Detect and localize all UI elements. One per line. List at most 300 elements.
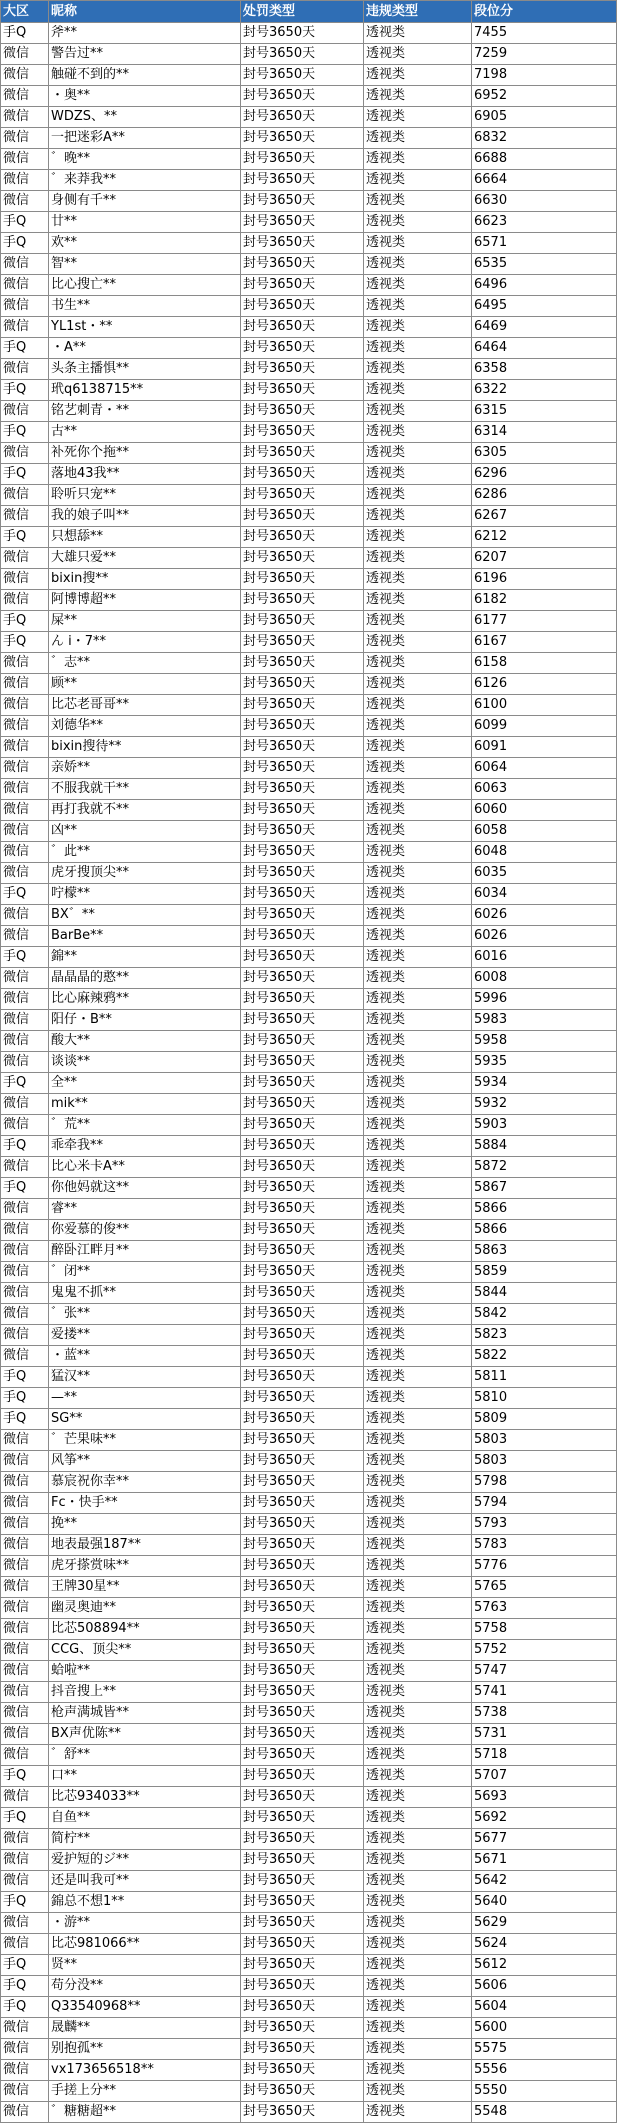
cell-violation-type: 透视类 — [364, 821, 472, 842]
cell-penalty-type: 封号3650天 — [241, 779, 364, 800]
table-row — [1, 1598, 617, 1619]
cell-rank-score: 6664 — [472, 170, 617, 191]
cell-region: 微信 — [1, 1514, 49, 1535]
table-row — [1, 1703, 617, 1724]
cell-penalty-type: 封号3650天 — [241, 1934, 364, 1955]
cell-nickname: WDZS、** — [49, 107, 241, 128]
cell-nickname: 王牌30星** — [49, 1577, 241, 1598]
table-row — [1, 1451, 617, 1472]
cell-violation-type: 透视类 — [364, 1556, 472, 1577]
cell-region: 微信 — [1, 2102, 49, 2123]
table-row — [1, 632, 617, 653]
table-row — [1, 1640, 617, 1661]
cell-rank-score: 5810 — [472, 1388, 617, 1409]
cell-region: 微信 — [1, 254, 49, 275]
cell-penalty-type: 封号3650天 — [241, 1199, 364, 1220]
cell-region: 微信 — [1, 653, 49, 674]
cell-rank-score: 5958 — [472, 1031, 617, 1052]
cell-violation-type: 透视类 — [364, 548, 472, 569]
cell-nickname: —** — [49, 1388, 241, 1409]
cell-violation-type: 透视类 — [364, 989, 472, 1010]
table-row — [1, 443, 617, 464]
cell-rank-score: 5548 — [472, 2102, 617, 2123]
cell-violation-type: 透视类 — [364, 968, 472, 989]
cell-rank-score: 6026 — [472, 926, 617, 947]
cell-region: 微信 — [1, 1304, 49, 1325]
cell-violation-type: 透视类 — [364, 1199, 472, 1220]
cell-region: 微信 — [1, 716, 49, 737]
cell-rank-score: 5867 — [472, 1178, 617, 1199]
cell-penalty-type: 封号3650天 — [241, 380, 364, 401]
cell-region: 微信 — [1, 989, 49, 1010]
cell-penalty-type: 封号3650天 — [241, 1346, 364, 1367]
table-row — [1, 716, 617, 737]
cell-violation-type: 透视类 — [364, 86, 472, 107]
cell-rank-score: 6571 — [472, 233, 617, 254]
cell-penalty-type: 封号3650天 — [241, 1073, 364, 1094]
cell-penalty-type: 封号3650天 — [241, 359, 364, 380]
table-row — [1, 2039, 617, 2060]
table-row — [1, 548, 617, 569]
cell-nickname: ゛芒果味** — [49, 1430, 241, 1451]
table-row — [1, 989, 617, 1010]
cell-nickname: 你爱慕的俊** — [49, 1220, 241, 1241]
table-row — [1, 1241, 617, 1262]
cell-rank-score: 6623 — [472, 212, 617, 233]
cell-violation-type: 透视类 — [364, 191, 472, 212]
table-row — [1, 1073, 617, 1094]
cell-nickname: 贤** — [49, 1955, 241, 1976]
table-row — [1, 1871, 617, 1892]
table-row — [1, 1283, 617, 1304]
cell-region: 微信 — [1, 569, 49, 590]
cell-violation-type: 透视类 — [364, 1892, 472, 1913]
cell-penalty-type: 封号3650天 — [241, 569, 364, 590]
table-row — [1, 653, 617, 674]
cell-violation-type: 透视类 — [364, 128, 472, 149]
table-row — [1, 485, 617, 506]
cell-nickname: 猛汉** — [49, 1367, 241, 1388]
table-row — [1, 1514, 617, 1535]
cell-region: 手Q — [1, 1976, 49, 1997]
cell-rank-score: 6048 — [472, 842, 617, 863]
cell-region: 微信 — [1, 128, 49, 149]
cell-nickname: 书生** — [49, 296, 241, 317]
cell-rank-score: 6207 — [472, 548, 617, 569]
table-row — [1, 1052, 617, 1073]
cell-penalty-type: 封号3650天 — [241, 338, 364, 359]
cell-penalty-type: 封号3650天 — [241, 527, 364, 548]
cell-rank-score: 5752 — [472, 1640, 617, 1661]
cell-violation-type: 透视类 — [364, 1808, 472, 1829]
cell-penalty-type: 封号3650天 — [241, 1031, 364, 1052]
cell-violation-type: 透视类 — [364, 380, 472, 401]
cell-nickname: SG** — [49, 1409, 241, 1430]
cell-rank-score: 5612 — [472, 1955, 617, 1976]
table-row — [1, 1661, 617, 1682]
cell-region: 手Q — [1, 422, 49, 443]
table-row — [1, 1745, 617, 1766]
cell-violation-type: 透视类 — [364, 296, 472, 317]
cell-rank-score: 5803 — [472, 1451, 617, 1472]
cell-rank-score: 5884 — [472, 1136, 617, 1157]
cell-nickname: 全** — [49, 1073, 241, 1094]
cell-penalty-type: 封号3650天 — [241, 107, 364, 128]
cell-rank-score: 5758 — [472, 1619, 617, 1640]
cell-rank-score: 5823 — [472, 1325, 617, 1346]
cell-nickname: 錦总不想1** — [49, 1892, 241, 1913]
cell-nickname: 凶** — [49, 821, 241, 842]
table-row — [1, 1346, 617, 1367]
cell-rank-score: 5844 — [472, 1283, 617, 1304]
cell-penalty-type: 封号3650天 — [241, 947, 364, 968]
cell-region: 手Q — [1, 527, 49, 548]
cell-region: 微信 — [1, 1346, 49, 1367]
cell-nickname: 简柠** — [49, 1829, 241, 1850]
cell-region: 微信 — [1, 1724, 49, 1745]
cell-violation-type: 透视类 — [364, 1640, 472, 1661]
cell-rank-score: 5934 — [472, 1073, 617, 1094]
cell-violation-type: 透视类 — [364, 44, 472, 65]
cell-nickname: 亲娇** — [49, 758, 241, 779]
cell-rank-score: 5863 — [472, 1241, 617, 1262]
table-row — [1, 1367, 617, 1388]
table-row — [1, 1199, 617, 1220]
cell-penalty-type: 封号3650天 — [241, 1367, 364, 1388]
table-row — [1, 1808, 617, 1829]
cell-rank-score: 6267 — [472, 506, 617, 527]
cell-violation-type: 透视类 — [364, 1493, 472, 1514]
cell-rank-score: 6496 — [472, 275, 617, 296]
table-row — [1, 1409, 617, 1430]
table-row — [1, 1724, 617, 1745]
cell-rank-score: 5996 — [472, 989, 617, 1010]
cell-violation-type: 透视类 — [364, 1787, 472, 1808]
cell-region: 手Q — [1, 1892, 49, 1913]
table-row — [1, 1913, 617, 1934]
table-row — [1, 800, 617, 821]
table-row — [1, 1976, 617, 1997]
cell-rank-score: 5765 — [472, 1577, 617, 1598]
cell-region: 微信 — [1, 1913, 49, 1934]
cell-region: 微信 — [1, 737, 49, 758]
cell-region: 微信 — [1, 485, 49, 506]
cell-region: 微信 — [1, 2018, 49, 2039]
table-row — [1, 1997, 617, 2018]
cell-penalty-type: 封号3650天 — [241, 1136, 364, 1157]
cell-rank-score: 6905 — [472, 107, 617, 128]
cell-penalty-type: 封号3650天 — [241, 695, 364, 716]
table-row — [1, 968, 617, 989]
cell-penalty-type: 封号3650天 — [241, 590, 364, 611]
cell-region: 手Q — [1, 947, 49, 968]
table-row — [1, 359, 617, 380]
table-row — [1, 1430, 617, 1451]
cell-nickname: 幽灵奥迪** — [49, 1598, 241, 1619]
cell-rank-score: 5550 — [472, 2081, 617, 2102]
table-row — [1, 1136, 617, 1157]
cell-penalty-type: 封号3650天 — [241, 632, 364, 653]
cell-nickname: 醉卧江畔月** — [49, 1241, 241, 1262]
cell-rank-score: 5903 — [472, 1115, 617, 1136]
cell-penalty-type: 封号3650天 — [241, 1577, 364, 1598]
cell-nickname: 比芯934033** — [49, 1787, 241, 1808]
table-row — [1, 884, 617, 905]
cell-nickname: 酸大** — [49, 1031, 241, 1052]
cell-region: 微信 — [1, 44, 49, 65]
cell-rank-score: 6016 — [472, 947, 617, 968]
cell-nickname: 聆听只宠** — [49, 485, 241, 506]
cell-rank-score: 5866 — [472, 1199, 617, 1220]
cell-rank-score: 5783 — [472, 1535, 617, 1556]
cell-violation-type: 透视类 — [364, 1010, 472, 1031]
table-row — [1, 1682, 617, 1703]
table-row — [1, 842, 617, 863]
cell-region: 微信 — [1, 1535, 49, 1556]
cell-region: 微信 — [1, 1262, 49, 1283]
cell-penalty-type: 封号3650天 — [241, 1220, 364, 1241]
cell-nickname: 比芯508894** — [49, 1619, 241, 1640]
cell-nickname: 补死你个拖** — [49, 443, 241, 464]
cell-rank-score: 5747 — [472, 1661, 617, 1682]
table-row — [1, 107, 617, 128]
cell-penalty-type: 封号3650天 — [241, 1409, 364, 1430]
cell-violation-type: 透视类 — [364, 23, 472, 44]
cell-rank-score: 5822 — [472, 1346, 617, 1367]
cell-rank-score: 5809 — [472, 1409, 617, 1430]
cell-region: 微信 — [1, 842, 49, 863]
cell-region: 手Q — [1, 1409, 49, 1430]
table-row — [1, 674, 617, 695]
cell-rank-score: 5707 — [472, 1766, 617, 1787]
cell-nickname: ゛张** — [49, 1304, 241, 1325]
cell-rank-score: 6314 — [472, 422, 617, 443]
cell-violation-type: 透视类 — [364, 1241, 472, 1262]
cell-penalty-type: 封号3650天 — [241, 2039, 364, 2060]
cell-rank-score: 6196 — [472, 569, 617, 590]
table-row — [1, 1094, 617, 1115]
cell-region: 微信 — [1, 674, 49, 695]
cell-violation-type: 透视类 — [364, 1304, 472, 1325]
cell-region: 微信 — [1, 296, 49, 317]
cell-penalty-type: 封号3650天 — [241, 548, 364, 569]
cell-penalty-type: 封号3650天 — [241, 1997, 364, 2018]
cell-penalty-type: 封号3650天 — [241, 1871, 364, 1892]
cell-region: 手Q — [1, 1997, 49, 2018]
cell-penalty-type: 封号3650天 — [241, 1913, 364, 1934]
cell-violation-type: 透视类 — [364, 1325, 472, 1346]
cell-region: 微信 — [1, 401, 49, 422]
cell-nickname: 晟麟** — [49, 2018, 241, 2039]
cell-violation-type: 透视类 — [364, 947, 472, 968]
cell-region: 微信 — [1, 1493, 49, 1514]
cell-rank-score: 5811 — [472, 1367, 617, 1388]
cell-rank-score: 5575 — [472, 2039, 617, 2060]
cell-nickname: 谈谈** — [49, 1052, 241, 1073]
cell-violation-type: 透视类 — [364, 1703, 472, 1724]
cell-violation-type: 透视类 — [364, 1073, 472, 1094]
table-row — [1, 506, 617, 527]
cell-region: 微信 — [1, 1850, 49, 1871]
cell-rank-score: 7259 — [472, 44, 617, 65]
cell-violation-type: 透视类 — [364, 905, 472, 926]
cell-rank-score: 5731 — [472, 1724, 617, 1745]
cell-penalty-type: 封号3650天 — [241, 1724, 364, 1745]
cell-violation-type: 透视类 — [364, 1598, 472, 1619]
cell-region: 微信 — [1, 1430, 49, 1451]
cell-nickname: 不服我就干** — [49, 779, 241, 800]
table-row — [1, 1493, 617, 1514]
cell-region: 手Q — [1, 338, 49, 359]
cell-penalty-type: 封号3650天 — [241, 1808, 364, 1829]
cell-violation-type: 透视类 — [364, 1430, 472, 1451]
cell-penalty-type: 封号3650天 — [241, 1052, 364, 1073]
cell-violation-type: 透视类 — [364, 2060, 472, 2081]
cell-region: 微信 — [1, 863, 49, 884]
cell-nickname: 蛤啦** — [49, 1661, 241, 1682]
cell-rank-score: 6469 — [472, 317, 617, 338]
cell-nickname: 挽** — [49, 1514, 241, 1535]
cell-nickname: 慕宸祝你幸** — [49, 1472, 241, 1493]
cell-region: 微信 — [1, 1829, 49, 1850]
cell-region: 手Q — [1, 23, 49, 44]
cell-region: 微信 — [1, 191, 49, 212]
cell-nickname: 落地43我** — [49, 464, 241, 485]
cell-rank-score: 5640 — [472, 1892, 617, 1913]
cell-violation-type: 透视类 — [364, 632, 472, 653]
table-row — [1, 2102, 617, 2123]
cell-violation-type: 透视类 — [364, 170, 472, 191]
table-row — [1, 23, 617, 44]
table-row — [1, 590, 617, 611]
cell-rank-score: 6058 — [472, 821, 617, 842]
cell-rank-score: 5794 — [472, 1493, 617, 1514]
cell-penalty-type: 封号3650天 — [241, 1388, 364, 1409]
table-row — [1, 527, 617, 548]
cell-violation-type: 透视类 — [364, 863, 472, 884]
cell-rank-score: 6832 — [472, 128, 617, 149]
cell-nickname: ゛闭** — [49, 1262, 241, 1283]
table-row — [1, 128, 617, 149]
cell-penalty-type: 封号3650天 — [241, 1010, 364, 1031]
cell-rank-score: 5763 — [472, 1598, 617, 1619]
table-row — [1, 44, 617, 65]
cell-penalty-type: 封号3650天 — [241, 1283, 364, 1304]
cell-region: 手Q — [1, 1808, 49, 1829]
cell-nickname: 阳仔・B** — [49, 1010, 241, 1031]
cell-violation-type: 透视类 — [364, 1409, 472, 1430]
cell-rank-score: 6177 — [472, 611, 617, 632]
cell-penalty-type: 封号3650天 — [241, 2081, 364, 2102]
cell-region: 微信 — [1, 800, 49, 821]
cell-violation-type: 透视类 — [364, 1955, 472, 1976]
cell-nickname: ・蓝** — [49, 1346, 241, 1367]
cell-region: 微信 — [1, 1010, 49, 1031]
cell-violation-type: 透视类 — [364, 2018, 472, 2039]
cell-violation-type: 透视类 — [364, 653, 472, 674]
cell-region: 微信 — [1, 443, 49, 464]
cell-region: 微信 — [1, 1556, 49, 1577]
cell-nickname: ゛舒** — [49, 1745, 241, 1766]
cell-penalty-type: 封号3650天 — [241, 1682, 364, 1703]
cell-rank-score: 6008 — [472, 968, 617, 989]
cell-violation-type: 透视类 — [364, 695, 472, 716]
cell-penalty-type: 封号3650天 — [241, 1892, 364, 1913]
cell-region: 微信 — [1, 2039, 49, 2060]
cell-rank-score: 6688 — [472, 149, 617, 170]
table-row — [1, 2018, 617, 2039]
cell-rank-score: 5693 — [472, 1787, 617, 1808]
cell-nickname: ゛荒** — [49, 1115, 241, 1136]
cell-penalty-type: 封号3650天 — [241, 1619, 364, 1640]
cell-violation-type: 透视类 — [364, 1682, 472, 1703]
cell-region: 微信 — [1, 926, 49, 947]
cell-region: 微信 — [1, 1871, 49, 1892]
cell-nickname: 比心米卡A** — [49, 1157, 241, 1178]
cell-violation-type: 透视类 — [364, 2081, 472, 2102]
cell-region: 微信 — [1, 275, 49, 296]
cell-region: 微信 — [1, 506, 49, 527]
cell-violation-type: 透视类 — [364, 674, 472, 695]
cell-penalty-type: 封号3650天 — [241, 233, 364, 254]
cell-nickname: ・A** — [49, 338, 241, 359]
cell-nickname: 铭艺刺青・** — [49, 401, 241, 422]
cell-nickname: 苟分没** — [49, 1976, 241, 1997]
cell-nickname: 还是叫我可** — [49, 1871, 241, 1892]
cell-nickname: 自鱼** — [49, 1808, 241, 1829]
cell-nickname: 玳q6138715** — [49, 380, 241, 401]
cell-violation-type: 透视类 — [364, 1997, 472, 2018]
cell-penalty-type: 封号3650天 — [241, 86, 364, 107]
cell-penalty-type: 封号3650天 — [241, 1745, 364, 1766]
table-row — [1, 1829, 617, 1850]
cell-penalty-type: 封号3650天 — [241, 884, 364, 905]
cell-penalty-type: 封号3650天 — [241, 212, 364, 233]
cell-region: 微信 — [1, 65, 49, 86]
cell-penalty-type: 封号3650天 — [241, 1157, 364, 1178]
cell-region: 微信 — [1, 1472, 49, 1493]
cell-violation-type: 透视类 — [364, 1220, 472, 1241]
cell-penalty-type: 封号3650天 — [241, 674, 364, 695]
cell-nickname: 警告过** — [49, 44, 241, 65]
cell-nickname: 虎牙搜顶尖** — [49, 863, 241, 884]
cell-violation-type: 透视类 — [364, 884, 472, 905]
table-body — [1, 23, 617, 2123]
cell-penalty-type: 封号3650天 — [241, 1325, 364, 1346]
table-row — [1, 1955, 617, 1976]
table-row — [1, 1388, 617, 1409]
cell-region: 微信 — [1, 1094, 49, 1115]
cell-penalty-type: 封号3650天 — [241, 1661, 364, 1682]
table-row — [1, 86, 617, 107]
cell-nickname: 刘德华** — [49, 716, 241, 737]
cell-violation-type: 透视类 — [364, 464, 472, 485]
cell-penalty-type: 封号3650天 — [241, 926, 364, 947]
cell-violation-type: 透视类 — [364, 779, 472, 800]
cell-region: 微信 — [1, 86, 49, 107]
cell-penalty-type: 封号3650天 — [241, 23, 364, 44]
cell-rank-score: 6535 — [472, 254, 617, 275]
cell-region: 微信 — [1, 1451, 49, 1472]
cell-nickname: mik** — [49, 1094, 241, 1115]
cell-rank-score: 5793 — [472, 1514, 617, 1535]
cell-nickname: 廿** — [49, 212, 241, 233]
cell-rank-score: 5932 — [472, 1094, 617, 1115]
cell-nickname: 只想舔** — [49, 527, 241, 548]
cell-nickname: 你他妈就这** — [49, 1178, 241, 1199]
cell-rank-score: 6315 — [472, 401, 617, 422]
table-row — [1, 2060, 617, 2081]
